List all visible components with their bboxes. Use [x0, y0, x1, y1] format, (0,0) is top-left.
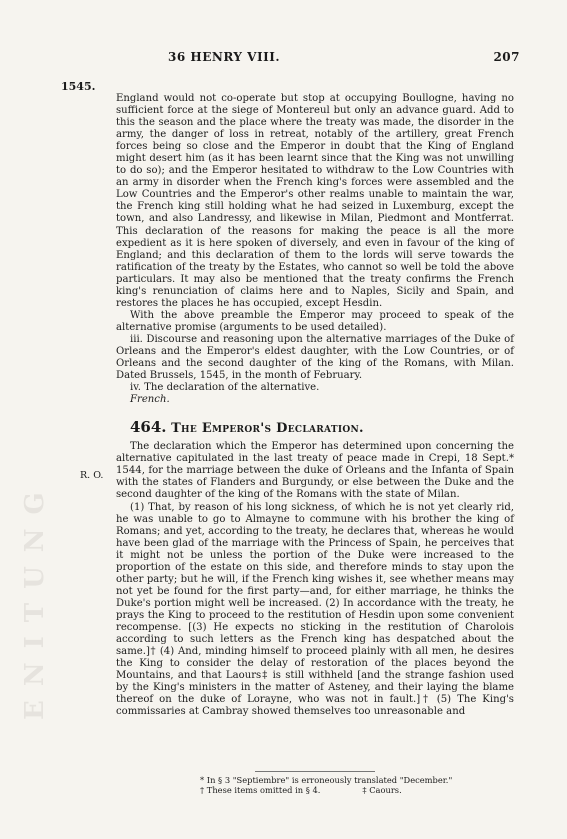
margin-source-note: R. O.	[80, 470, 104, 481]
margin-year: 1545.	[61, 80, 96, 93]
footnote: ‡ Caours.	[362, 785, 402, 795]
section-title: The Emperor's Declaration.	[171, 421, 364, 437]
footnote: * In § 3 "Septiembre" is erroneously translated "December."	[200, 775, 453, 785]
library-stamp-watermark: ENITUNG	[20, 478, 50, 720]
paragraph: England would not co-operate but stop at occupying Boullogne, having no sufficient force at the siege of Montereul but only an advance guard. Add to this the season and the place where the treaty was made, the disorder in the army, the danger of loss in retreat, notably of the artillery, great French forces being so close and the Emperor in doubt that the King of England might desert him (as it has been learnt since that the King was not unwilling to do so); and the Emperor hesitated to withdraw to the Low Countries with an army in disorder when the French king's forces were assembled and the Low Countries and the Emperor's other realms unable to maintain the war, the French king still holding what he had seized in Luxemburg, except the town, and also Landressy, and likewise in Milan, Piedmont and Montferrat. This declaration of the reasons for making the peace is all the more expedient as it is here spoken of diversely, and even in favour of the king of England; and this declaration of them to the lords will serve towards the ratification of the treaty by the Estates, who cannot so well be told the above particulars. It may also be mentioned that the treaty confirms the French king's renunciation of claims here and to Naples, Sicily and Spain, and restores the places he has occupied, except Hesdin.	[116, 93, 514, 309]
section-heading	[116, 418, 514, 437]
footnote-divider	[255, 771, 375, 772]
language-note: French.	[130, 394, 170, 406]
running-title: 36 HENRY VIII.	[168, 50, 281, 64]
footnotes	[116, 771, 514, 795]
paragraph: With the above preamble the Emperor may proceed to speak of the alternative promise (arguments to be used detailed).	[116, 309, 514, 333]
footnote: † These items omitted in § 4.	[200, 785, 321, 795]
footnote-line	[116, 785, 514, 795]
main-text	[116, 93, 514, 718]
paragraph: iv. The declaration of the alternative.	[130, 382, 320, 394]
running-header	[0, 50, 567, 66]
paragraph: (1) That, by reason of his long sickness, of which he is not yet clearly rid, he was unable to go to Almayne to commune with his brother the king of Romans; and yet, according to the treaty, he declares that, whereas he would have been glad of the marriage with the Princess of Spain, he perceives that it might not be unless the portion of the Duke were increased to the proportion of the estate on this side, and therefore minds to stay upon the other party; but he will, if the French king wishes it, see whether means may not yet be found for the first party—and, for either marriage, he thinks the Duke's portion might well be increased. (2) In accordance with the treaty, he prays the King to proceed to the restitution of Hesdin upon some convenient recompense. [(3) He expects no sticking in the restitution of Charolois according to such letters as the French king has despatched about the same.]† (4) And, minding himself to proceed plainly with all men, he desires the King to consider the delay of restoration of the places beyond the Mountains, and that Laours‡ is still withheld [and the strange fashion used by the King's ministers in the matter of Asteney, and their laying the blame thereof on the duke of Lorayne, who was not in fault.]† (5) The King's commissaries at Cambray showed themselves too unreasonable and	[116, 501, 514, 718]
section-number: 464.	[130, 418, 167, 437]
paragraph: The declaration which the Emperor has determined upon concerning the alternative capitulated in the last treaty of peace made in Crepi, 18 Sept.* 1544, for the marriage between the duke of Orleans and the Infanta of Spain with the states of Flanders and Burgundy, or else between the Duke and the second daughter of the king of the Romans with the state of Milan.	[116, 441, 514, 501]
paragraph: iii. Discourse and reasoning upon the alternative marriages of the Duke of Orleans and the Emperor's eldest daughter, with the Low Countries, or of Orleans and the second daughter of the king of the Romans, with Milan. Dated Brussels, 1545, in the month of February.	[116, 333, 514, 382]
page-number: 207	[493, 50, 520, 64]
